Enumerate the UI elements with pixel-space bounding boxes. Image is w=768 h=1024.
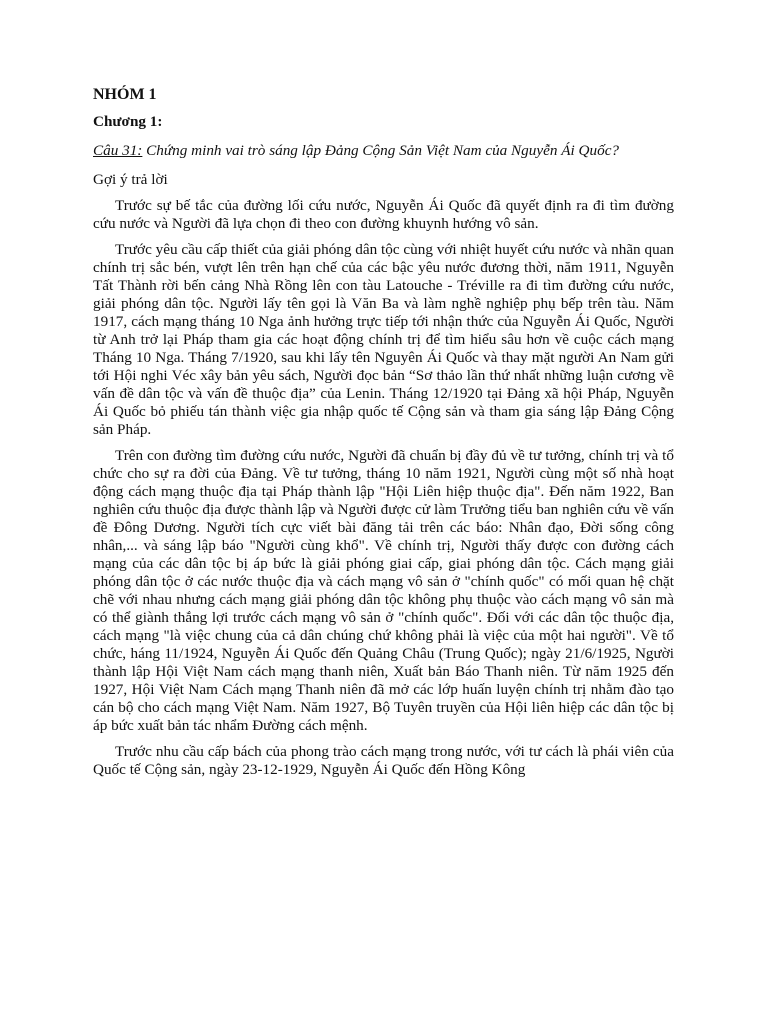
chapter-title: Chương 1: — [93, 113, 163, 130]
question — [93, 142, 674, 160]
question-label: Câu 31: — [93, 142, 143, 159]
group-title: NHÓM 1 — [93, 86, 157, 103]
answer-hint-heading: Gợi ý trả lời — [93, 171, 168, 188]
paragraph: Trước nhu cầu cấp bách của phong trào cách mạng trong nước, với tư cách là phái viên của Quốc tế Cộng sản, ngày 23-12-1929, Nguyễn Ái Quốc đến Hồng Kông — [93, 743, 674, 778]
paragraph: Trước sự bế tắc của đường lối cứu nước, Nguyễn Ái Quốc đã quyết định ra đi tìm đường cứu nước và Người đã lựa chọn đi theo con đường khuynh hướng vô sản. — [93, 197, 674, 232]
document-page — [93, 86, 674, 787]
paragraph: Trên con đường tìm đường cứu nước, Người đã chuẩn bị đầy đủ về tư tưởng, chính trị và tổ chức cho sự ra đời của Đảng. Về tư tưởng, tháng 10 năm 1921, Người cùng một số nhà hoạt động cách mạng thuộc địa tại Pháp thành lập "Hội Liên hiệp thuộc địa". Đến năm 1922, Ban nghiên cứu thuộc địa được thành lập và Người được cử làm Trưởng tiểu ban nghiên cứu về vấn đề Đông Dương. Người tích cực viết bài đăng tải trên các báo: Nhân đạo, Đời sống công nhân,... và sáng lập báo "Người cùng khổ". Về chính trị, Người thấy được con đường cách mạng của các dân tộc bị áp bức là giải phóng giai cấp, giai phóng dân tộc. Cách mạng giải phóng dân tộc ở các nước thuộc địa và cách mạng vô sản ở "chính quốc" có mối quan hệ chặt chẽ với nhau nhưng cách mạng giải phóng dân tộc không phụ thuộc vào cách mạng vô sản mà có thể giành thắng lợi trước cách mạng vô sản ở "chính quốc". Đối với các dân tộc thuộc địa, cách mạng "là việc chung của cả dân chúng chứ không phải là việc của một hai người". Về tổ chức, háng 11/1924, Nguyễn Ái Quốc đến Quảng Châu (Trung Quốc); ngày 21/6/1925, Người thành lập Hội Việt Nam cách mạng thanh niên, Xuất bản Báo Thanh niên. Từ năm 1925 đến 1927, Hội Việt Nam Cách mạng Thanh niên đã mở các lớp huấn luyện chính trị nhằm đào tạo cán bộ cho cách mạng Việt Nam. Năm 1927, Bộ Tuyên truyền của Hội liên hiệp các dân tộc bị áp bức xuất bản tác nhẩm Đường cách mệnh. — [93, 447, 674, 734]
paragraph: Trước yêu cầu cấp thiết của giải phóng dân tộc cùng với nhiệt huyết cứu nước và nhãn quan chính trị sắc bén, vượt lên trên hạn chế của các bậc yêu nước đương thời, năm 1911, Nguyễn Tất Thành rời bến cảng Nhà Rồng lên con tàu Latouche - Tréville ra đi tìm đường cứu nước, giải phóng dân tộc. Người lấy tên gọi là Văn Ba và làm nghề nghiệp phụ bếp trên tàu. Năm 1917, cách mạng tháng 10 Nga ảnh hưởng trực tiếp tới nhận thức của Nguyễn Ái Quốc, Người từ Anh trở lại Pháp tham gia các hoạt động chính trị để tìm hiểu sâu hơn về cuộc cách mạng Tháng 10 Nga. Tháng 7/1920, sau khi lấy tên Nguyên Ái Quốc và thay mặt người An Nam gửi tới Hội nghi Véc xây bản yêu sách, Người đọc bản “Sơ thảo lần thứ nhất những luận cương về vấn đề dân tộc và vấn đề thuộc địa” của Lenin. Tháng 12/1920 tại Đảng xã hội Pháp, Nguyễn Ái Quốc bỏ phiếu tán thành việc gia nhập quốc tế Cộng sản và tham gia sáng lập Đảng Cộng sản Pháp. — [93, 241, 674, 438]
question-text: Chứng minh vai trò sáng lập Đảng Cộng Sản Việt Nam của Nguyễn Ái Quốc? — [142, 142, 620, 159]
